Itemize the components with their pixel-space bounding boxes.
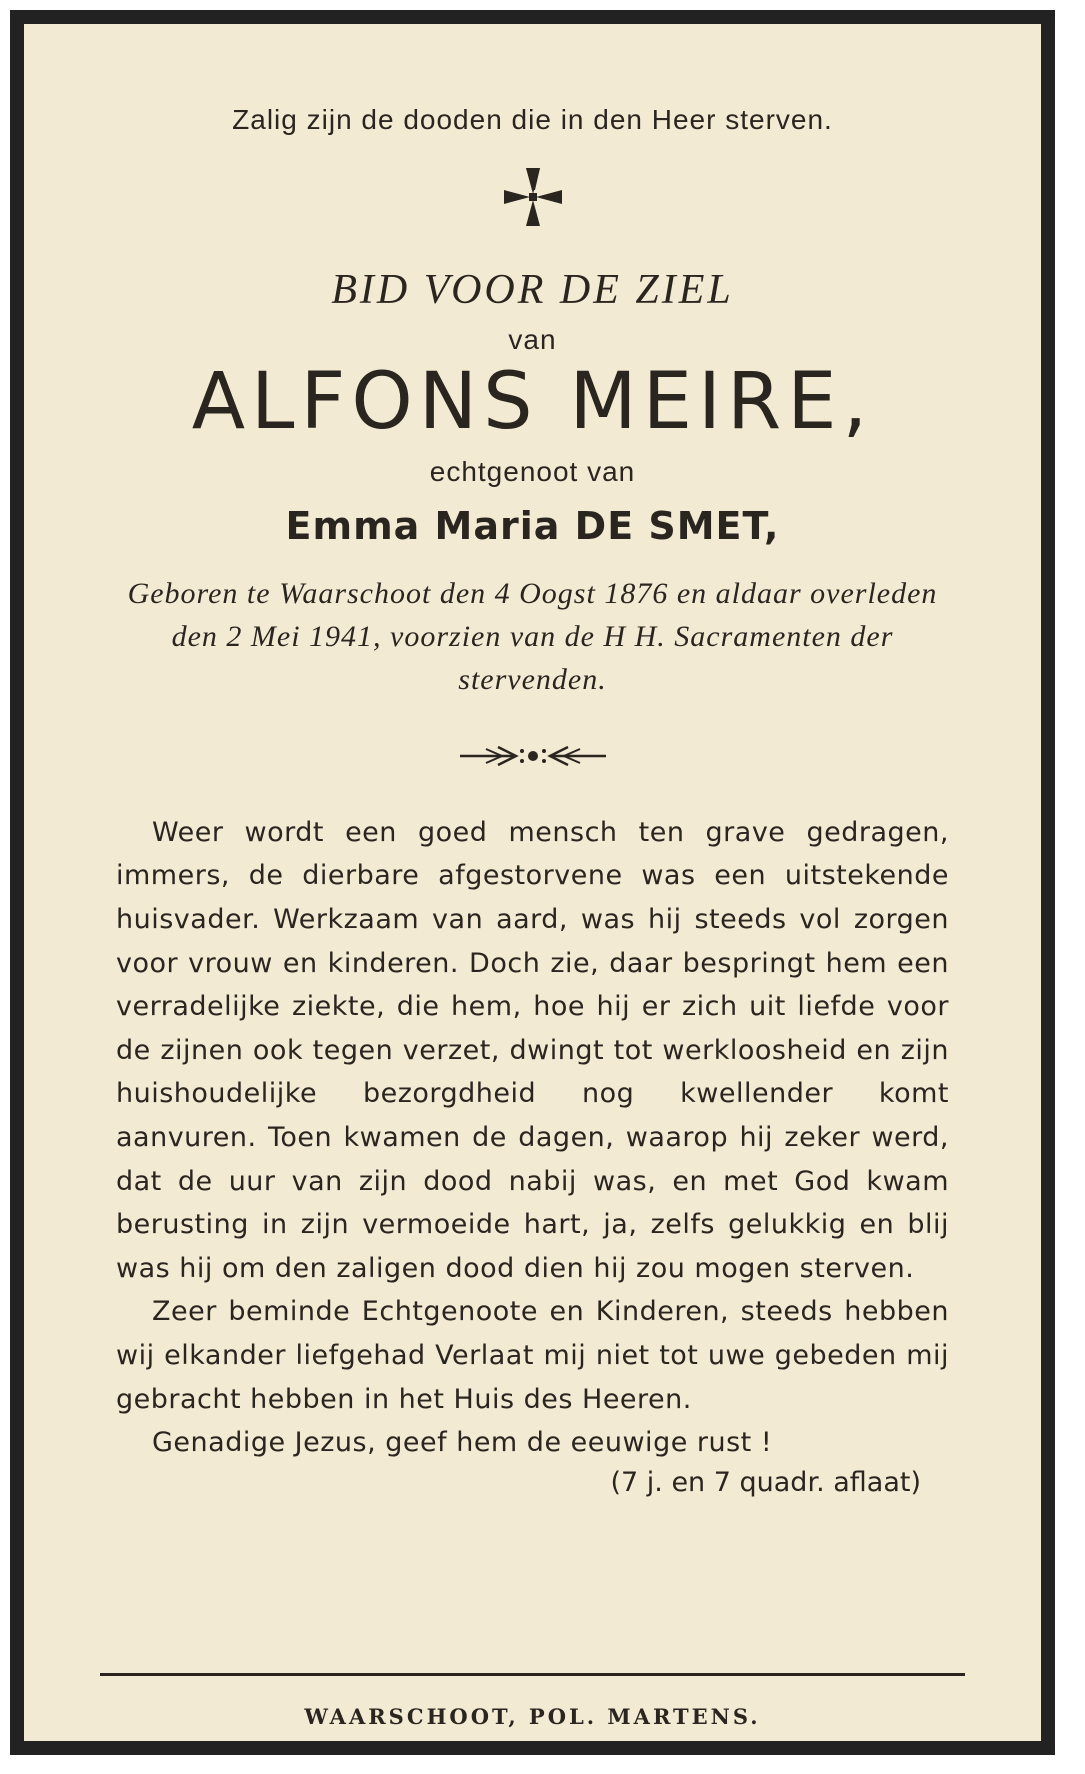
- arrow-ornament-icon: [458, 741, 608, 771]
- card-content: [24, 24, 1041, 1741]
- cross-pattee-icon: [502, 166, 564, 228]
- indulgence-note: (7 j. en 7 quadr. aflaat): [610, 1466, 921, 1498]
- printer-imprint: WAARSCHOOT, POL. MARTENS.: [304, 1704, 761, 1729]
- prayer-title: BID VOOR DE ZIEL: [331, 267, 734, 313]
- divider-rule: [100, 1673, 965, 1676]
- eulogy-paragraph: Weer wordt een goed mensch ten grave gedragen, immers, de dierbare afgestorvene was een uitstekende huisvader. Werkzaam van aard, was hij steeds vol zorgen voor vrouw en kinderen. Doch zie, daar bespringt hem een verradelijke ziekte, die hem, hoe hij er zich uit liefde voor de zijnen ook tegen verzet, dwingt tot werkloosheid en zijn huishoudelijke bezorgdheid nog kwellender komt aanvuren. Toen kwamen de dagen, waarop hij zeker werd, dat de uur van zijn dood nabij was, en met God kwam berusting in zijn vermoeide hart, ja, zelfs gelukkig en blij was hij om den zaligen dood dien hij zou mogen sterven.: [116, 816, 949, 1284]
- motto: Zalig zijn de dooden die in den Heer sterven.: [232, 104, 833, 135]
- van-label: van: [508, 324, 557, 355]
- eulogy-paragraph: Zeer beminde Echtgenoote en Kinderen, steeds hebben wij elkander liefgehad Verlaat mij niet tot uwe gebeden mij gebracht hebben in het Huis des Heeren.: [116, 1296, 949, 1415]
- closing-prayer: Genadige Jezus, geef hem de eeuwige rust !: [152, 1427, 773, 1459]
- spouse-relation: echtgenoot van: [429, 455, 636, 487]
- spouse-name: Emma Maria DE SMET,: [285, 503, 780, 548]
- memorial-card: [10, 10, 1055, 1755]
- eulogy-text: [116, 811, 949, 1465]
- birth-death-text: Geboren te Waarschoot den 4 Oogst 1876 en aldaar overleden den 2 Mei 1941, voorzien van de H H. Sacramenten der stervenden.: [127, 576, 938, 696]
- deceased-name: ALFONS MEIRE,: [191, 357, 874, 447]
